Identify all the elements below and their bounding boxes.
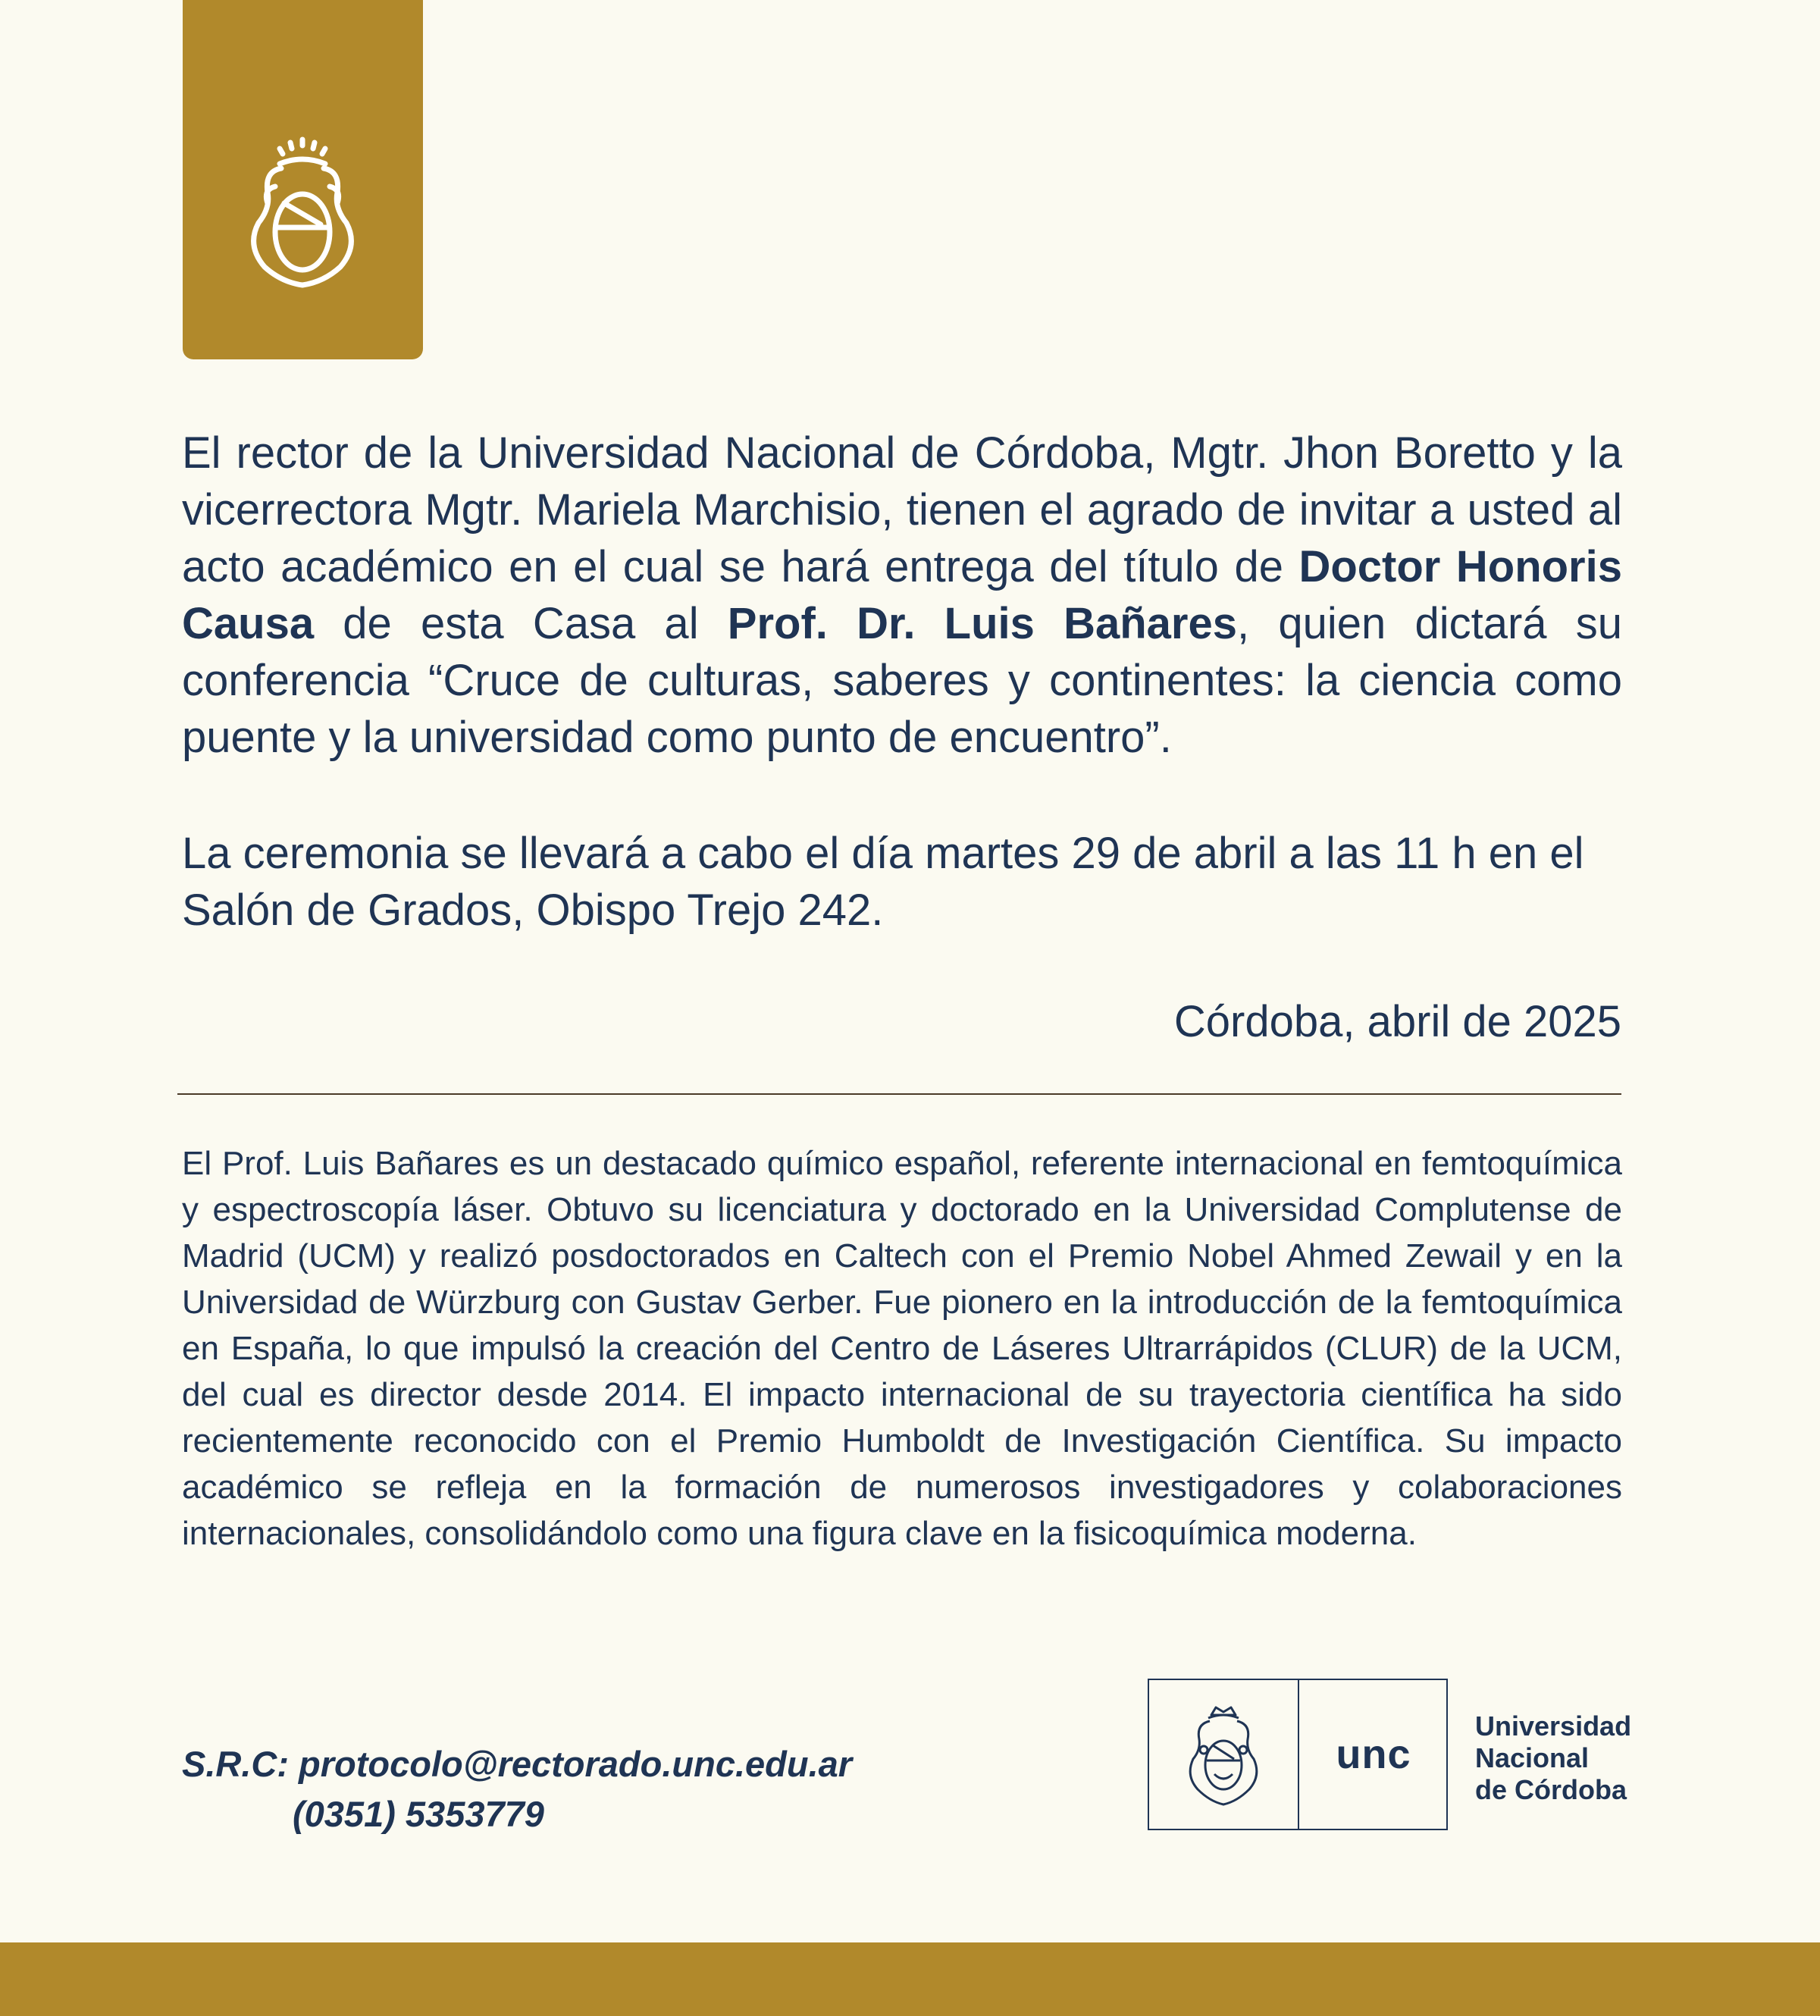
divider [177,1093,1621,1095]
ceremony-details: La ceremonia se llevará a cabo el día martes 29 de abril a las 11 h en el Salón de Grados, Obispo Trejo 242. [182,829,1584,935]
university-logo [1148,1679,1448,1830]
biography-paragraph: El Prof. Luis Bañares es un destacado químico español, referente internacional en femtoquímica y espectroscopía láser. Obtuvo su licenciatura y doctorado en la Universidad Complutense de Madrid (UCM) y realizó posdoctorados en Caltech con el Premio Nobel Ahmed Zewail y en la Universidad de Würzburg con Gustav Gerber. Fue pionero en la introducción de la femtoquímica en España, lo que impulsó la creación del Centro de Láseres Ultrarrápidos (CLUR) de la UCM, del cual es director desde 2014. El impacto internacional de su trayectoria científica ha sido recientemente reconocido con el Premio Humboldt de Investigación Científica. Su impacto académico se refleja en la formación de numerosos investigadores y colaboraciones internacionales, consolidándolo como una figura clave en la fisicoquímica moderna. [182,1145,1622,1552]
header-badge [183,0,423,359]
university-seal-icon [1186,1704,1261,1808]
place-date: Córdoba, abril de 2025 [1173,997,1621,1046]
footer-band [0,1942,1820,2016]
contact-email[interactable]: S.R.C: protocolo@rectorado.unc.edu.ar [182,1744,853,1784]
honoree-name: Prof. Dr. Luis Bañares [727,599,1238,648]
logo-abbreviation: unc [1336,1732,1411,1777]
invitation-paragraph: El rector de la Universidad Nacional de Córdoba, Mgtr. Jhon Boretto y la vicerrectora Mgtr. Mariela Marchisio, tienen el agrado de invitar a usted al acto académico en el cual se hará entrega del título de Doctor Honoris Causa de esta Casa al Prof. Dr. Luis Bañares, quien dictará su conferencia “Cruce de culturas, saberes y continentes: la ciencia como puente y la universidad como punto de encuentro”. [182,428,1622,762]
university-name: Universidad Nacional de Córdoba [1475,1710,1632,1805]
contact-info [182,1739,852,1839]
unc-seal-icon [242,133,363,300]
seal-cell [1149,1680,1299,1829]
honor-title: Doctor Honoris Causa [182,542,1622,648]
contact-phone: (0351) 5353779 [293,1794,544,1834]
